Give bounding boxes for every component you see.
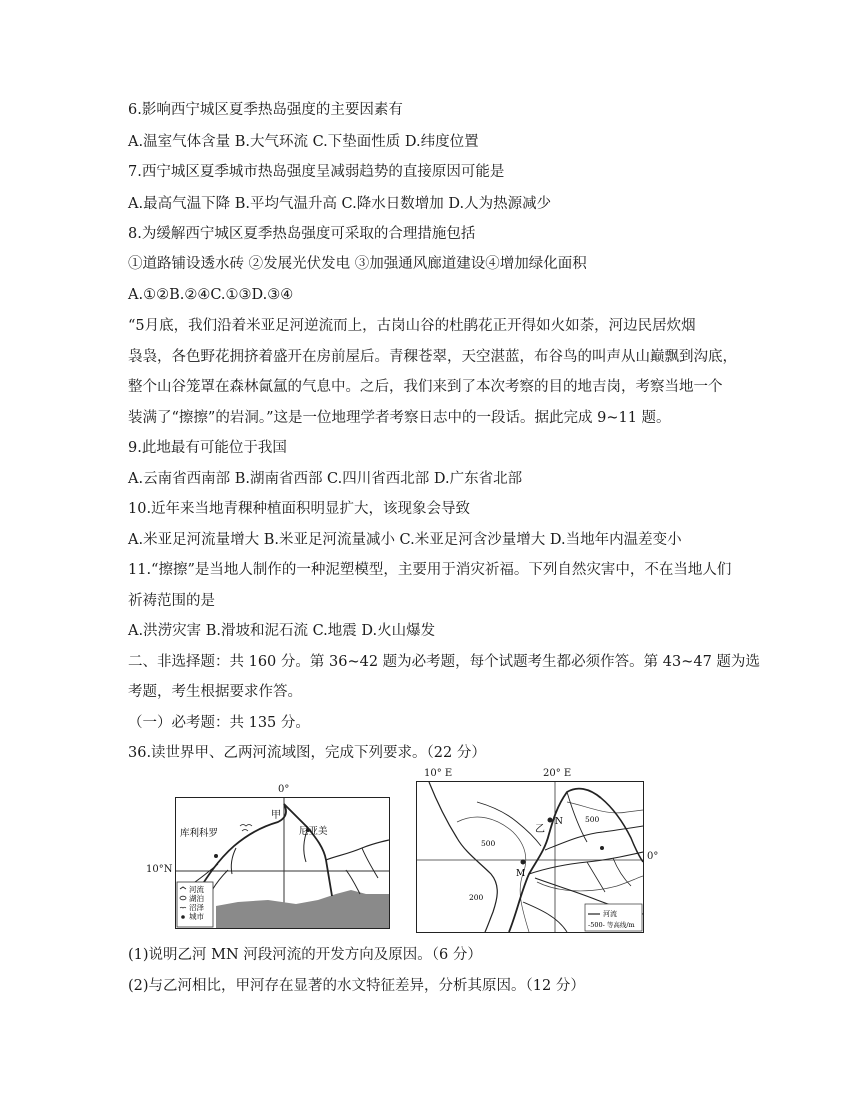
q9-stem: 9.此地最有可能位于我国 bbox=[128, 440, 287, 456]
tributary-benue bbox=[326, 840, 389, 860]
q11-options: A.洪涝灾害 B.滑坡和泥石流 C.地震 D.火山爆发 bbox=[128, 623, 436, 639]
q36-stem: 36.读世界甲、乙两河流域图，完成下列要求。（22 分） bbox=[128, 745, 486, 761]
legend-lake: 湖泊 bbox=[189, 894, 204, 903]
q11-stem-2: 祈祷范围的是 bbox=[128, 593, 215, 609]
label-m: M bbox=[516, 869, 526, 879]
tributary bbox=[523, 902, 567, 932]
label-niamey: 尼亚美 bbox=[299, 826, 328, 837]
passage-line-1: “5月底，我们沿着米亚足河逆流而上，古岗山谷的杜鹃花正开得如火如荼，河边民居炊烟 bbox=[128, 318, 696, 334]
contour-label-200: 200 bbox=[469, 893, 484, 902]
swamp-mark bbox=[240, 825, 252, 832]
contour-line bbox=[537, 876, 643, 891]
map-right-lon-20e: 20° E bbox=[543, 768, 572, 779]
section2-required: （一）必考题：共 135 分。 bbox=[128, 715, 310, 731]
sea-area bbox=[216, 890, 389, 928]
q6-stem: 6.影响西宁城区夏季热岛强度的主要因素有 bbox=[128, 102, 403, 118]
map-river-jia-svg bbox=[176, 798, 389, 928]
q9-options: A.云南省西南部 B.湖南省西部 C.四川省西北部 D.广东省北部 bbox=[128, 471, 523, 487]
passage-line-2: 袅袅，各色野花拥挤着盛开在房前屋后。青稞苍翠，天空湛蓝，布谷鸟的叫声从山巅飘到沟底， bbox=[128, 349, 737, 365]
label-yi: 乙 bbox=[535, 824, 545, 835]
river-yi-upper bbox=[601, 798, 643, 862]
tributary bbox=[567, 792, 587, 842]
legend-swamp: 沼泽 bbox=[189, 903, 204, 912]
river-jia-lower bbox=[284, 804, 332, 896]
legend-city: 城市 bbox=[189, 912, 204, 921]
label-n: N bbox=[555, 817, 563, 827]
tributary bbox=[529, 852, 643, 874]
q7-stem: 7.西宁城区夏季城市热岛强度呈减弱趋势的直接原因可能是 bbox=[128, 164, 505, 180]
q10-options: A.米亚足河流量增大 B.米亚足河流量减小 C.米亚足河含沙量增大 D.当地年内温差变小 bbox=[128, 532, 682, 548]
meridian-label bbox=[279, 798, 289, 799]
q8-options: A.①②B.②④C.①③D.③④ bbox=[128, 287, 294, 303]
tributary bbox=[545, 826, 643, 850]
q11-stem-1: 11.“擦擦”是当地人制作的一种泥塑模型，主要用于消灾祈福。下列自然灾害中，不在当地人们 bbox=[128, 562, 732, 578]
q6-options: A.温室气体含量 B.大气环流 C.下垫面性质 D.纬度位置 bbox=[128, 134, 479, 150]
point-m bbox=[521, 860, 526, 865]
legend-river: 河流 bbox=[189, 885, 204, 894]
contour-label-500: 500 bbox=[481, 839, 496, 848]
q8-stem: 8.为缓解西宁城区夏季热岛强度可采取的合理措施包括 bbox=[128, 226, 476, 242]
legend-contour: -500- 等高线/m bbox=[588, 921, 635, 929]
contour-label-500: 500 bbox=[585, 815, 600, 824]
map-river-yi-svg bbox=[417, 782, 643, 932]
map-river-jia bbox=[175, 797, 390, 929]
label-kulikoro: 库利科罗 bbox=[180, 828, 219, 839]
city-legend-icon bbox=[181, 915, 185, 919]
tributary bbox=[346, 870, 360, 894]
contour-line bbox=[567, 802, 643, 813]
point-n bbox=[548, 818, 553, 823]
map-left-lat-label: 10°N bbox=[146, 864, 173, 875]
q10-stem: 10.近年来当地青稞种植面积明显扩大，该现象会导致 bbox=[128, 501, 471, 517]
map-right-equator-label: 0° bbox=[647, 851, 659, 862]
tributary bbox=[362, 848, 378, 878]
q8-measures: ①道路铺设透水砖 ②发展光伏发电 ③加强通风廊道建设④增加绿化面积 bbox=[128, 256, 587, 272]
legend-river: 河流 bbox=[603, 910, 617, 918]
section2-heading-1: 二、非选择题：共 160 分。第 36~42 题为必考题，每个试题考生都必须作答。第 43~47 题为选 bbox=[128, 654, 760, 670]
q7-options: A.最高气温下降 B.平均气温升高 C.降水日数增加 D.人为热源减少 bbox=[128, 196, 552, 212]
label-jia: 甲 bbox=[271, 810, 281, 821]
tributary bbox=[231, 848, 236, 874]
passage-line-3: 整个山谷笼罩在森林氤氲的气息中。之后，我们来到了本次考察的目的地吉岗，考察当地一个 bbox=[128, 379, 723, 395]
tributary bbox=[587, 862, 605, 892]
map-left-meridian-label: 0° bbox=[278, 784, 290, 795]
passage-line-4: 装满了“擦擦”的岩洞。”这是一位地理学者考察日志中的一段话。据此完成 9~11 题。 bbox=[128, 410, 671, 426]
map-right-lon-10e: 10° E bbox=[424, 768, 453, 779]
section2-heading-2: 考题，考生根据要求作答。 bbox=[128, 684, 302, 700]
q36-sub2: (2)与乙河相比，甲河存在显著的水文特征差异，分析其原因。（12 分） bbox=[128, 978, 585, 994]
map-river-yi bbox=[416, 781, 644, 933]
q36-sub1: (1)说明乙河 MN 河段河流的开发方向及原因。（6 分） bbox=[128, 947, 482, 963]
city-dot bbox=[214, 854, 218, 858]
city-dot bbox=[600, 846, 604, 850]
